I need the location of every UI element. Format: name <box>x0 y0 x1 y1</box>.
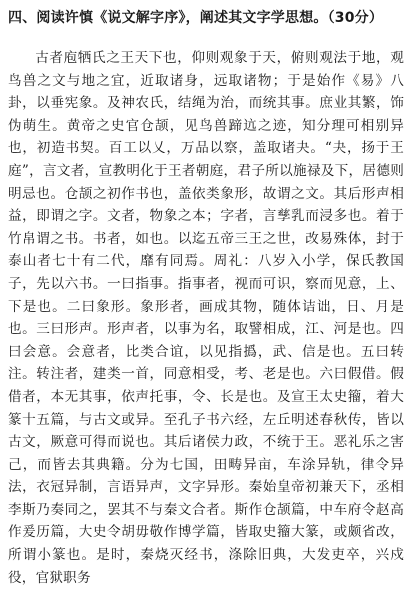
question-title: 四、阅读许慎《说文解字序》，阐述其文字学思想。（30分） <box>8 10 384 26</box>
passage-text: 古者庖牺氏之王天下也，仰则观象于天，俯则观法于地，观鸟兽之文与地之宜，近取诸身，远取诸物；于是始作《易》八卦，以垂宪象。及神农氏，结绳为治，而统其事。庶业其繁，饰伪萌生。黄帝之史官仓颉，见鸟兽蹄迒之迹，知分理可相别异也，初造书契。百工以乂，万品以察，盖取诸夬。“夬，扬于王庭”，言文者，宣教明化于王者朝庭，君子所以施禄及下，居德则明忌也。仓颉之初作书也，盖依类象形，故谓之文。其后形声相益，即谓之字。文者，物象之本；字者，言孳乳而浸多也。着于竹帛谓之书。书者，如也。以迄五帝三王之世，改易殊体，封于泰山者七十有二代，靡有同焉。周礼：八岁入小学，保氏教国子，先以六书。一曰指事。指事者，视而可识，察而见意，上、下是也。二曰象形。象形者，画成其物，随体诘诎，日、月是也。三曰形声。形声者，以事为名，取譬相成，江、河是也。四曰会意。会意者，比类合谊，以见指撝，武、信是也。五曰转注。转注者，建类一首，同意相受，考、老是也。六曰假借。假借者，本无其事，依声托事，令、长是也。及宣王太史籀，着大篆十五篇，与古文或异。至孔子书六经，左丘明述春秋传，皆以古文，厥意可得而说也。其后诸侯力政，不统于王。恶礼乐之害己，而皆去其典籍。分为七国，田畴异亩，车涂异轨，律令异法，衣冠异制，言语异声，文字异形。秦始皇帝初兼天下，丞相李斯乃奏同之，罢其不与秦文合者。斯作仓颉篇，中车府令赵高作爰历篇，大史令胡毋敬作博学篇，皆取史籀大篆，或颇省改，所谓小篆也。是时，秦烧灭经书，涤除旧典，大发吏卒，兴戍役，官狱职务 <box>8 50 404 586</box>
